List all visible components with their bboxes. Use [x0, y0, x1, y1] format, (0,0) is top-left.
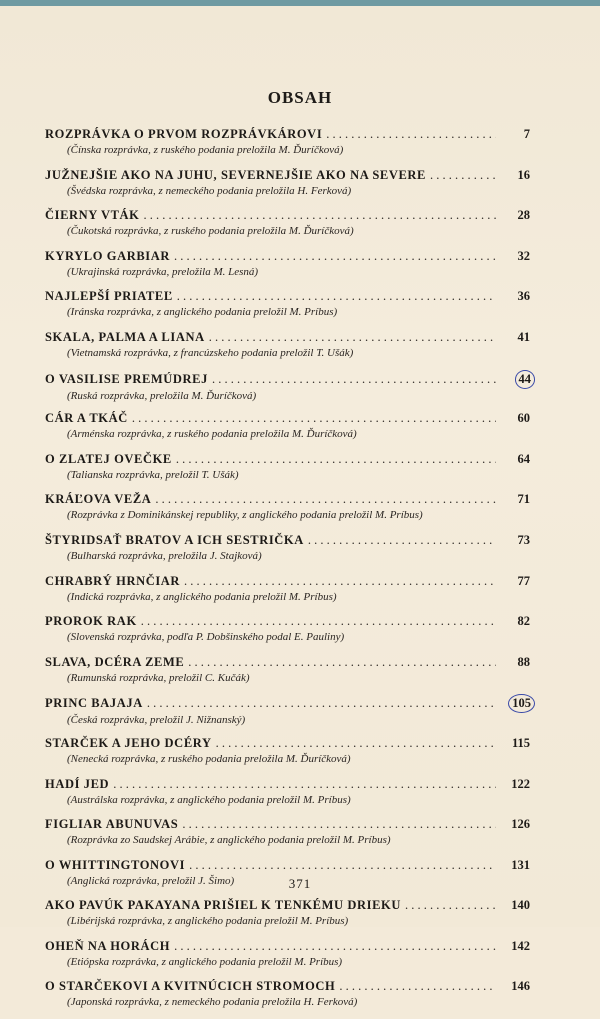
story-title: FIGLIAR ABUNUVAS	[45, 817, 179, 832]
story-source: (Arménska rozprávka, z ruského podania preložila M. Ďuríčková)	[67, 428, 357, 441]
page-number-value: 77	[517, 573, 530, 588]
toc-entry	[45, 776, 530, 817]
dot-leader	[182, 816, 496, 833]
page-number: 371	[288, 876, 312, 891]
page-number-value: 131	[511, 857, 530, 872]
story-page-number	[500, 370, 530, 389]
story-source: (Nenecká rozprávka, z ruského podania preložila M. Ďuríčková)	[67, 752, 351, 765]
toc-entry-row	[45, 938, 530, 955]
page-number-value: 140	[511, 898, 530, 913]
story-page-number	[500, 288, 530, 305]
circled-page-number: 44	[515, 370, 536, 389]
story-title: ŠTYRIDSAŤ BRATOV A ICH SESTRIČKA	[45, 532, 304, 547]
story-source: (Bulharská rozprávka, preložila J. Stajková)	[67, 549, 262, 562]
cover-edge	[0, 0, 600, 6]
story-source: (Rozprávka zo Saudskej Arábie, z anglického podania preložil M. Príbus)	[67, 834, 391, 847]
toc-entry	[45, 451, 530, 492]
toc-entry-row	[45, 897, 530, 914]
toc-entry	[45, 694, 530, 735]
dot-leader	[188, 654, 496, 671]
page-number-value: 64	[517, 451, 530, 466]
story-title: PROROK RAK	[45, 614, 137, 629]
page-number-value: 73	[517, 532, 530, 547]
story-page-number	[500, 735, 530, 752]
dot-leader	[308, 532, 496, 549]
toc-entry-row	[45, 735, 530, 752]
dot-leader	[143, 207, 496, 224]
page-number-value: 7	[523, 127, 530, 141]
dot-leader	[326, 126, 496, 143]
story-source: (Austrálska rozprávka, z anglického podania preložil M. Príbus)	[67, 793, 351, 806]
story-title: KYRYLO GARBIAR	[45, 248, 170, 263]
page-title: OBSAH	[267, 88, 333, 107]
toc-entry	[45, 126, 530, 167]
toc-entry	[45, 613, 530, 654]
toc-entry	[45, 167, 530, 208]
story-source: (Ruská rozprávka, preložila M. Ďuríčková)	[67, 389, 257, 402]
story-page-number	[500, 573, 530, 590]
toc-entry-row	[45, 573, 530, 590]
dot-leader	[189, 857, 496, 874]
page-number-value: 28	[517, 208, 530, 223]
story-source: (Etiópska rozprávka, z anglického podania preložil M. Príbus)	[67, 955, 343, 968]
story-source: (Čukotská rozprávka, z ruského podania preložila M. Ďuríčková)	[67, 225, 354, 238]
story-page-number	[500, 207, 530, 224]
dot-leader	[209, 329, 496, 346]
dot-leader	[174, 248, 496, 265]
story-source: (Talianska rozprávka, preložil T. Ušák)	[67, 468, 239, 481]
dot-leader	[176, 451, 496, 468]
story-page-number	[500, 329, 530, 346]
story-page-number	[500, 654, 530, 671]
toc-entry	[45, 816, 530, 857]
story-title: CÁR A TKÁČ	[45, 411, 128, 426]
toc-entry-row	[45, 816, 530, 833]
story-source: (Iránska rozprávka, z anglického podania preložil M. Príbus)	[67, 306, 338, 319]
dot-leader	[174, 938, 496, 955]
story-source: (Anglická rozprávka, preložil J. Šimo)	[67, 874, 235, 887]
circled-page-number: 105	[508, 694, 535, 713]
story-title: O STARČEKOVI A KVITNÚCICH STROMOCH	[45, 979, 336, 994]
toc-entry-row	[45, 978, 530, 995]
story-title: CHRABRÝ HRNČIAR	[45, 573, 181, 588]
toc-entry	[45, 248, 530, 289]
story-title: KRÁĽOVA VEŽA	[45, 492, 152, 507]
story-page-number	[500, 816, 530, 833]
story-title: O WHITTINGTONOVI	[45, 857, 186, 872]
story-source: (Čínska rozprávka, z ruského podania preložila M. Ďuríčková)	[67, 144, 344, 156]
story-page-number	[500, 978, 530, 995]
dot-leader	[113, 776, 496, 793]
story-page-number	[500, 857, 530, 874]
toc-entry	[45, 978, 530, 1019]
story-title: OHEŇ NA HORÁCH	[45, 938, 171, 953]
story-title: O VASILISE PREMÚDREJ	[45, 371, 208, 386]
story-source: (Libérijská rozprávka, z anglického podania preložil M. Príbus)	[67, 915, 349, 928]
story-source: (Indická rozprávka, z anglického podania preložil M. Príbus)	[67, 590, 337, 603]
dot-leader	[212, 371, 496, 388]
dot-leader	[177, 288, 496, 305]
toc-entry-row	[45, 613, 530, 630]
story-page-number	[500, 938, 530, 955]
toc-entry-row	[45, 329, 530, 346]
page-number-value: 82	[517, 614, 530, 629]
story-page-number	[500, 410, 530, 427]
story-title: PRINC BAJAJA	[45, 696, 143, 711]
toc-entry	[45, 410, 530, 451]
story-source: (Ukrajinská rozprávka, preložila M. Lesná)	[67, 265, 259, 278]
story-source: (Rumunská rozprávka, preložil C. Kučák)	[67, 671, 250, 684]
page-number-value: 122	[511, 776, 530, 791]
page-number-value: 16	[517, 167, 530, 182]
story-title: SLAVA, DCÉRA ZEME	[45, 654, 185, 669]
toc-entry	[45, 573, 530, 614]
story-title: JUŽNEJŠIE AKO NA JUHU, SEVERNEJŠIE AKO NA SEVERE	[45, 167, 426, 182]
page-number-value: 142	[511, 938, 530, 953]
toc-entry-row	[45, 776, 530, 793]
toc-entry-row	[45, 167, 530, 184]
story-page-number	[500, 897, 530, 914]
story-title: STARČEK A JEHO DCÉRY	[45, 735, 212, 750]
toc-entry	[45, 207, 530, 248]
toc-entry	[45, 654, 530, 695]
story-title: AKO PAVÚK PAKAYANA PRIŠIEL K TENKÉMU DRIEKU	[45, 898, 401, 913]
toc-entry	[45, 532, 530, 573]
toc-entry-row	[45, 288, 530, 305]
toc-entry-row	[45, 126, 530, 143]
page-number-value: 32	[517, 248, 530, 263]
dot-leader	[132, 410, 496, 427]
page-number-value: 36	[517, 289, 530, 304]
story-page-number	[500, 776, 530, 793]
story-page-number	[500, 613, 530, 630]
toc-entry-row	[45, 654, 530, 671]
toc-entry-row	[45, 207, 530, 224]
dot-leader	[216, 735, 496, 752]
dot-leader	[405, 897, 496, 914]
page-number-value: 115	[511, 735, 530, 750]
toc-entry-row	[45, 451, 530, 468]
story-page-number	[500, 451, 530, 468]
page-number-value: 60	[517, 411, 530, 426]
story-page-number	[500, 167, 530, 184]
toc-entry	[45, 938, 530, 979]
story-page-number	[500, 694, 530, 713]
dot-leader	[141, 613, 496, 630]
toc-entry	[45, 329, 530, 370]
story-title: SKALA, PALMA A LIANA	[45, 329, 205, 344]
story-source: (Vietnamská rozprávka, z francúzskeho podania preložil T. Ušák)	[67, 346, 354, 359]
story-source: (Slovenská rozprávka, podľa P. Dobšinského podal E. Pauliny)	[67, 631, 345, 644]
toc-entry	[45, 735, 530, 776]
page-number-value: 41	[517, 329, 530, 344]
toc-entry	[45, 491, 530, 532]
toc-entry-row	[45, 694, 530, 713]
page-number-value: 146	[511, 979, 530, 994]
toc-entry	[45, 370, 530, 411]
story-title: ROZPRÁVKA O PRVOM ROZPRÁVKÁROVI	[45, 127, 323, 141]
story-page-number	[500, 248, 530, 265]
toc-entry-row	[45, 410, 530, 427]
story-source: (Česká rozprávka, preložil J. Nižnanský)	[67, 714, 246, 727]
story-title: ČIERNY VTÁK	[45, 208, 140, 223]
dot-leader	[339, 978, 496, 995]
story-page-number	[500, 126, 530, 143]
toc-entry-row	[45, 491, 530, 508]
dot-leader	[184, 573, 496, 590]
toc-entry-row	[45, 532, 530, 549]
story-title: HADÍ JED	[45, 776, 110, 791]
story-source: (Japonská rozprávka, z nemeckého podania preložila H. Ferková)	[67, 996, 358, 1009]
toc-entry-row	[45, 370, 530, 389]
toc-entry-row	[45, 248, 530, 265]
page-number-value: 126	[511, 817, 530, 832]
story-title: O ZLATEJ OVEČKE	[45, 451, 172, 466]
story-source: (Rozprávka z Dominikánskej republiky, z anglického podania preložil M. Príbus)	[67, 509, 423, 522]
dot-leader	[147, 695, 496, 712]
story-page-number	[500, 491, 530, 508]
page-number-value: 71	[517, 492, 530, 507]
toc-entry-row	[45, 857, 530, 874]
toc-entry	[45, 288, 530, 329]
toc-entry	[45, 897, 530, 938]
story-page-number	[500, 532, 530, 549]
story-title: NAJLEPŠÍ PRIATEĽ	[45, 289, 173, 304]
dot-leader	[155, 491, 496, 508]
page-number-value: 88	[517, 654, 530, 669]
story-source: (Švédska rozprávka, z nemeckého podania preložila H. Ferková)	[67, 184, 352, 197]
dot-leader	[430, 167, 496, 184]
